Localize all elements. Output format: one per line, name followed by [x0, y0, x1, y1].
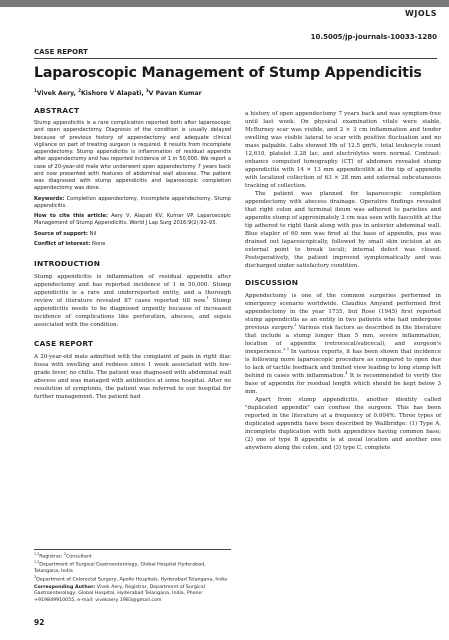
reference-mark[interactable]: 4	[345, 371, 348, 376]
operative-findings: The patient was planned for laparoscopic completion appendectomy with abscess drainage. Operative findings revealed that right colon and terminal ileum was adhered to parieties and appendix stump of approximately 3 cm was seen with faecolith at the tip adhered to right flank along with pus in anterior abdominal wall. Blue stapler of 60 mm was fired at the base of appendix, pus was drained out laparoscopically, followed by small skin incision at an external point to break loculi; internal defect was closed. Postoperatively, the patient improved symptomatically and was discharged under satisfactory condition.	[245, 191, 441, 269]
introduction-text: Stump appendicitis is inflammation of residual appendix after appendectomy and has reported incidence of 1 in 50,000. Stump appendicitis is a rare and underreported entity, and a thorough review of literature revealed 87 cases reported till now.$^1$ Stump appendicitis needs to be diagnosed urgently because of increased incidence of complications like perforation, abscess, and sepsis associated with the condition.	[34, 274, 231, 328]
reference-mark[interactable]: 2,3	[283, 347, 289, 352]
reference-mark[interactable]: 1	[206, 296, 209, 301]
conflict-label: Conflict of interest:	[34, 240, 91, 247]
discussion-heading: DISCUSSION	[245, 278, 299, 287]
footnote-affiliation-1: $^{1,3}$Department of Surgical Gastroenterology, Global Hospital Hyderabad, Telangana, India	[34, 560, 206, 575]
author-name: V Pavan Kumar	[148, 90, 202, 98]
discussion-section	[245, 278, 441, 452]
author-sup: 2	[78, 88, 81, 93]
introduction-section	[34, 259, 231, 329]
keywords-text: Completion appendectomy, Incomplete appendectomy, Stump appendicitis.	[34, 195, 231, 209]
case-report-continued: a history of open appendectomy 7 years back and was symptom-free until last week. On physical examination vitals were stable, McBurney scar was visible, and 2 × 3 cm inflammation and tender swelling was visible lateral to scar with positive fluctuation and no mass palpable. Labs showed Hb of 12.5 gm%, total leukocyte count 12,610, platelet 3.28 lac, and electrolytes were normal. Contrast-enhance computed tomography (CT) of abdomen revealed stump appendicitis with 14 × 13 mm appendicolith at the tip of appendix with localized collection of 63 × 28 mm and external subcutaneous tracking of collection.	[245, 111, 441, 189]
footnotes	[34, 549, 231, 605]
conflict-text: None	[90, 240, 106, 247]
conflict-of-interest	[34, 241, 231, 248]
discussion-paragraph-1: Appendectomy is one of the common surgeries performed in emergency scenario worldwide. Claudius Amyand performed first appendectomy in the year 1735, but Rose (1945) first reported stump appendicitis as an entity in two patients who had undergone previous surgery.$^2$ Various risk factors as described in the literature that include a stump longer than 5 mm, severe inflammation, location of appendix (retrocecal/subcecal), and surgeon's inexperience.$^{2,3}$ In various reports, it has been shown that incidence is following more laparoscopic procedure as compared to open due to lack of tactile feedback and limited view leading to long stump left behind in cases with inflammation.$^4$ It is recommended to verify the base of appendix for residual length which should be kept below 3 mm.	[245, 293, 441, 395]
journal-tag: WJOLS	[405, 9, 437, 18]
case-report-text: A 20-year-old male admitted with the complaint of pain in right iliac fossa with swelling and redness since 1 week associated with low-grade fever, no chills. The patient was diagnosed with abdominal wall abscess and was managed with antibiotics at some hospital. After no resolution of symptoms, the patient was referred to our hospital for further management. The patient had	[34, 354, 231, 400]
abstract-text: Stump appendicitis is a rare complication reported both after laparoscopic and open appendectomy. Diagnosis of the condition is usually delayed because of previous history of appendectomy and adequate clinical vigilance on part of treating surgeon is required. It results from incomplete appendectomy. Stump appendicitis is inflammation of residual appendix after appendectomy and has reported incidence of 1 in 50,000. We report a case of 20-year-old male who underwent open appendectomy 7 years back and now presented with features of abdominal wall abscess. The patient was diagnosed with stump appendicitis and laparoscopic completion appendectomy was done.	[34, 120, 231, 192]
citation	[34, 213, 231, 228]
source-of-support	[34, 231, 231, 238]
author-name: Kishore V Alapati,	[81, 90, 146, 98]
case-report-heading: CASE REPORT	[34, 339, 94, 348]
article-type: CASE REPORT	[34, 48, 88, 56]
page-number: 92	[34, 618, 45, 627]
citation-text: Aery V, Alapati KV, Kumar VP. Laparoscopic Management of Stump Appendicitis. World J Lap Surg 2016;9(2):92-93.	[34, 213, 232, 227]
abstract-heading: ABSTRACT	[34, 106, 80, 115]
footnote-affiliation-2: $^2$Department of Colorectal Surgery, Apollo Hospitals, Hyderabad Telangana, India	[34, 574, 228, 583]
discussion-paragraph-2: Apart from stump appendicitis, another identity called "duplicated appendix" can confuse the surgeon. This has been reported in the literature at a frequency of 0.004%. Three types of duplicated appendix have been described by Wallbridge: (1) Type A, incomplete duplication with both appendices having common base; (2) one of type B appendix is at usual location and another one anywhere along the colon, and (3) type C, complete	[245, 397, 441, 451]
keywords-label: Keywords:	[34, 195, 65, 202]
support-label: Source of support:	[34, 230, 88, 237]
article-title: Laparoscopic Management of Stump Appendicitis	[34, 65, 422, 81]
abstract-block	[34, 106, 231, 248]
left-column	[34, 106, 231, 401]
case-report-section	[34, 339, 231, 401]
author-name: Vivek Aery,	[36, 90, 79, 98]
reference-mark[interactable]: 2	[294, 323, 297, 328]
page-top-bar	[0, 0, 449, 7]
keywords	[34, 196, 231, 211]
header-rule	[34, 58, 437, 59]
support-text: Nil	[87, 230, 97, 237]
corresponding-author: Corresponding Author: Vivek Aery, Registrar, Department of Surgical Gastroenterology, Global Hospital, Hyderabad Telangana, India, Phone: +919849910055, e-mail: vivekaery 1983@gmail.com	[34, 585, 205, 603]
author-sup: 1	[34, 88, 37, 93]
doi[interactable]: 10.5005/jp-journals-10033-1280	[310, 33, 437, 41]
author-line	[34, 88, 202, 97]
introduction-heading: INTRODUCTION	[34, 259, 101, 268]
right-column	[245, 110, 441, 452]
author-sup: 3	[145, 88, 149, 93]
citation-label: How to cite this article:	[34, 213, 108, 219]
footnote-roles: $^{1,3}$Registrar; $^2$Consultant	[34, 552, 92, 560]
